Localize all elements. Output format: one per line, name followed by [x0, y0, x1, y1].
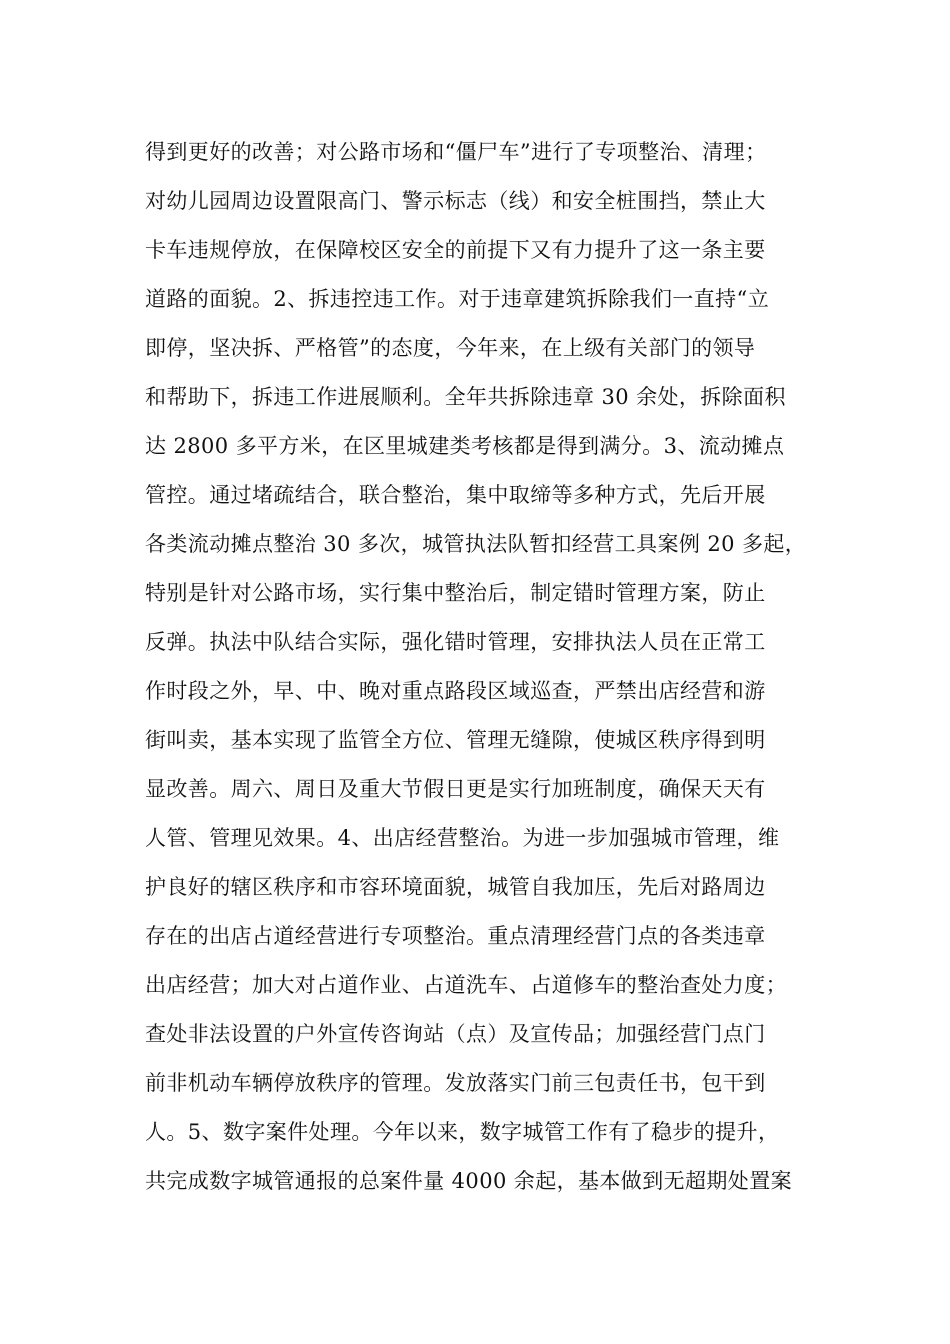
- text-line: 街叫卖，基本实现了监管全方位、管理无缝隙，使城区秩序得到明: [145, 728, 766, 752]
- text-line: 显改善。周六、周日及重大节假日更是实行加班制度，确保天天有: [145, 777, 766, 801]
- text-line: 各类流动摊点整治 30 多次，城管执法队暂扣经营工具案例 20 多起，: [145, 532, 807, 556]
- text-line: 存在的出店占道经营进行专项整治。重点清理经营门点的各类违章: [145, 924, 766, 948]
- text-line: 人。5、数字案件处理。今年以来，数字城管工作有了稳步的提升，: [145, 1120, 780, 1144]
- text-line: 查处非法设置的户外宣传咨询站（点）及宣传品；加强经营门点门: [145, 1022, 766, 1046]
- text-line: 达 2800 多平方米，在区里城建类考核都是得到满分。3、流动摊点: [145, 434, 785, 458]
- text-line: 出店经营；加大对占道作业、占道洗车、占道修车的整治查处力度；: [145, 973, 787, 997]
- text-line: 和帮助下，拆违工作进展顺利。全年共拆除违章 30 余处，拆除面积: [145, 385, 786, 409]
- text-line: 作时段之外，早、中、晚对重点路段区域巡查，严禁出店经营和游: [145, 679, 766, 703]
- text-line: 对幼儿园周边设置限高门、警示标志（线）和安全桩围挡，禁止大: [145, 189, 766, 213]
- text-line: 反弹。执法中队结合实际，强化错时管理，安排执法人员在正常工: [145, 630, 766, 654]
- text-line: 前非机动车辆停放秩序的管理。发放落实门前三包责任书，包干到: [145, 1071, 766, 1095]
- text-line: 特别是针对公路市场，实行集中整治后，制定错时管理方案，防止: [145, 581, 766, 605]
- text-line: 卡车违规停放，在保障校区安全的前提下又有力提升了这一条主要: [145, 238, 766, 262]
- text-line: 共完成数字城管通报的总案件量 4000 余起，基本做到无超期处置案: [145, 1169, 792, 1193]
- text-line: 管控。通过堵疏结合，联合整治，集中取缔等多种方式，先后开展: [145, 483, 766, 507]
- text-line: 即停，坚决拆、严格管”的态度，今年来，在上级有关部门的领导: [145, 336, 756, 360]
- text-line: 得到更好的改善；对公路市场和“僵尸车”进行了专项整治、清理；: [145, 140, 767, 164]
- text-line: 人管、管理见效果。4、出店经营整治。为进一步加强城市管理，维: [145, 826, 780, 850]
- text-line: 道路的面貌。2、拆违控违工作。对于违章建筑拆除我们一直持“立: [145, 287, 770, 311]
- text-line: 护良好的辖区秩序和市容环境面貌，城管自我加压，先后对路周边: [145, 875, 766, 899]
- body-text: [145, 128, 825, 1206]
